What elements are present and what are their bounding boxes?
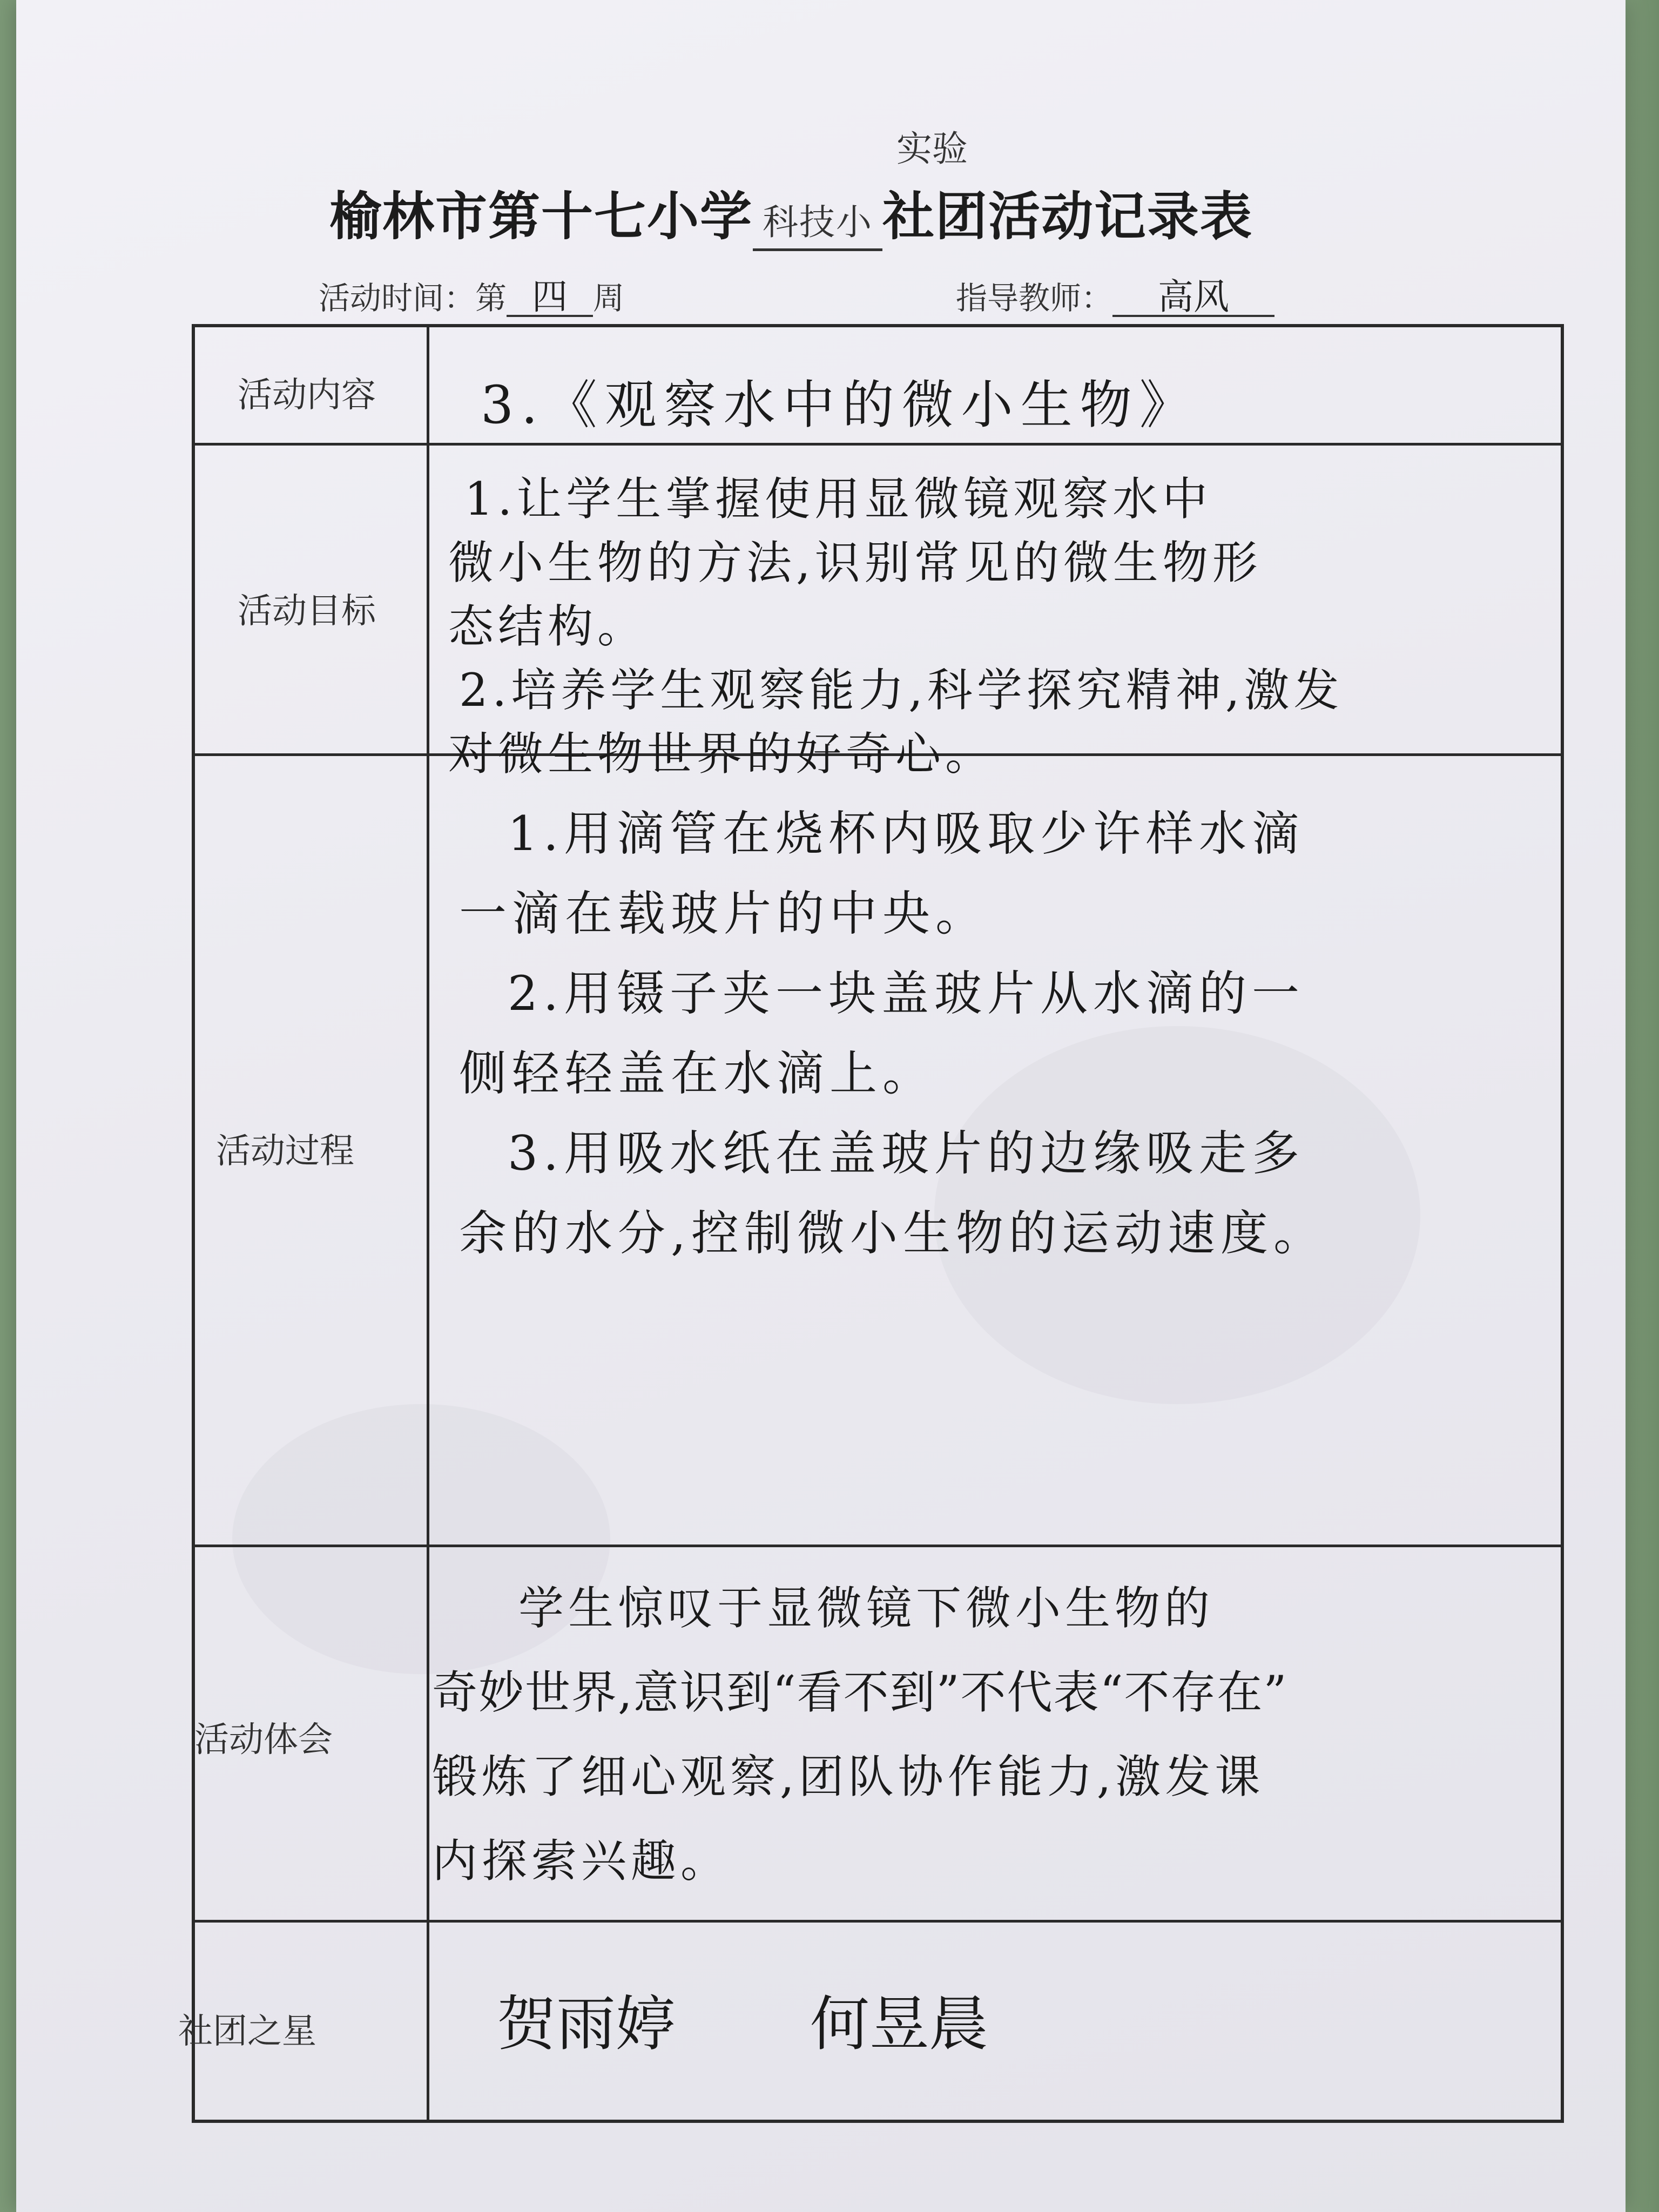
- label-activity-content: 活动内容: [238, 375, 376, 415]
- reflection-line: 内探索兴趣。: [432, 1835, 731, 1887]
- reflection-line: 锻炼了细心观察,团队协作能力,激发课: [432, 1750, 1265, 1803]
- star-name: 贺雨婷: [497, 1990, 675, 2059]
- title-school: 榆林市第十七小学: [329, 186, 753, 247]
- goal-line: 1.让学生掌握使用显微镜观察水中: [464, 473, 1212, 525]
- record-form-sheet: [16, 0, 1626, 2212]
- row-divider: [192, 443, 1564, 446]
- goal-line: 微小生物的方法,识别常见的微生物形: [448, 536, 1262, 589]
- goals-text: [448, 467, 1550, 786]
- table-border-right: [1561, 324, 1564, 2122]
- row-divider: [192, 1545, 1564, 1547]
- table-border-top: [192, 324, 1564, 327]
- process-line: 一滴在载玻片的中央。: [459, 886, 989, 941]
- reflection-line: 学生惊叹于显微镜下微小生物的: [518, 1582, 1215, 1635]
- title-club-handwriting: 科技小: [753, 197, 882, 251]
- process-line: 1.用滴管在烧杯内吸取少许样水滴: [508, 806, 1305, 861]
- club-star-names: [497, 1977, 988, 2062]
- table-border-left: [192, 324, 195, 2122]
- title-insert-handwriting: 实验: [896, 128, 968, 170]
- title-suffix: 社团活动记录表: [882, 186, 1253, 247]
- reflection-text: [432, 1566, 1550, 1903]
- time-label: 活动时间：第: [319, 280, 507, 316]
- goal-line: 态结构。: [448, 600, 648, 653]
- label-club-star: 社团之星: [178, 2012, 316, 2052]
- table-column-divider: [427, 324, 429, 2122]
- table-border-bottom: [192, 2120, 1564, 2123]
- goal-line: 对微生物世界的好奇心。: [448, 727, 995, 780]
- label-activity-process: 活动过程: [216, 1131, 354, 1171]
- week-suffix: 周: [593, 280, 625, 316]
- process-line: 侧轻轻盖在水滴上。: [459, 1046, 936, 1101]
- week-field: 四: [507, 279, 593, 317]
- star-name: 何昱晨: [810, 1990, 988, 2059]
- teacher-label: 指导教师：: [956, 280, 1113, 316]
- label-activity-reflection: 活动体会: [194, 1720, 333, 1760]
- process-line: 2.用镊子夹一块盖玻片从水滴的一: [508, 966, 1305, 1021]
- label-activity-goals: 活动目标: [238, 591, 376, 631]
- row-divider: [192, 1920, 1564, 1923]
- process-line: 余的水分,控制微小生物的运动速度。: [459, 1205, 1326, 1261]
- content-text: 3.《观察水中的微小生物》: [481, 375, 1199, 435]
- process-text: [459, 794, 1550, 1273]
- record-table: [16, 0, 1626, 2212]
- reflection-line: 奇妙世界,意识到“看不到”不代表“不存在”: [432, 1666, 1288, 1719]
- process-line: 3.用吸水纸在盖玻片的边缘吸走多: [508, 1125, 1305, 1181]
- teacher-field: 高风: [1112, 279, 1274, 317]
- goal-line: 2.培养学生观察能力,科学探究精神,激发: [459, 664, 1344, 717]
